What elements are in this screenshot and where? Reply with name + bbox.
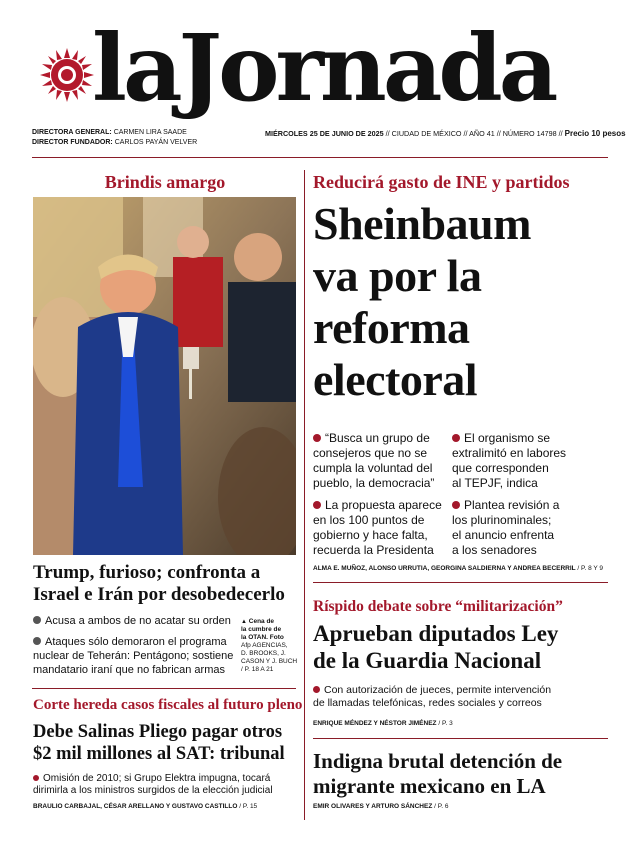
bullet-dot-icon bbox=[313, 501, 321, 509]
main-headline bbox=[313, 198, 531, 406]
credit-line: DIRECTORA GENERAL: CARMEN LIRA SAADE bbox=[32, 129, 187, 136]
headline-line: Sheinbaum bbox=[313, 198, 531, 249]
headline-line: migrante mexicano en LA bbox=[313, 774, 546, 798]
right-rule-1 bbox=[313, 582, 608, 583]
trump-toast-photo bbox=[33, 197, 296, 555]
dateline: MIÉRCOLES 25 DE JUNIO DE 2025 // CIUDAD DE MÉXICO // AÑO 41 // NÚMERO 14798 // Precio 10 pesos bbox=[265, 129, 626, 138]
salinas-byline: BRAULIO CARBAJAL, CÉSAR ARELLANO Y GUSTAVO CASTILLO / P. 15 bbox=[33, 803, 258, 810]
main-byline: ALMA E. MUÑOZ, ALONSO URRUTIA, GEORGINA SALDIERNA Y ANDREA BECERRIL / P. 8 Y 9 bbox=[313, 565, 604, 572]
bullet-dot-icon bbox=[452, 434, 460, 442]
left-headline bbox=[33, 562, 303, 606]
issue-year: AÑO 41 bbox=[469, 129, 495, 138]
left-bullet-2: Ataques sólo demoraron el programa nuclear de Teherán: Pentágono; sostiene mandatario iraní que no fabrican armas bbox=[33, 636, 234, 676]
salinas-kicker: Corte hereda casos fiscales al futuro pleno bbox=[33, 697, 303, 713]
right-rule-2 bbox=[313, 738, 608, 739]
main-kicker: Reducirá gasto de INE y partidos bbox=[313, 172, 570, 192]
salinas-bullet: Omisión de 2010; si Grupo Elektra impugna, tocará dirimirla a los ministros surgidos de la elección judicial bbox=[33, 773, 273, 796]
headline-line: Aprueban diputados Ley bbox=[313, 621, 559, 646]
newspaper-name: laJornada bbox=[92, 14, 555, 122]
photo-caption: ▲ Cena de la cumbre de la OTAN. Foto Afp AGENCIAS, D. BROOKS, J. CASON Y J. BUCH / P. 18 A 21 bbox=[241, 618, 298, 673]
main-bullet-1: “Busca un grupo de consejeros que no se cumpla la voluntad del pueblo, la democracia” bbox=[313, 431, 435, 490]
headline-line: $2 mil millones al SAT: tribunal bbox=[33, 744, 285, 764]
bullet-dot-icon bbox=[33, 637, 41, 645]
bullet-dot-icon bbox=[313, 686, 320, 693]
bullet-dot-icon bbox=[33, 616, 41, 624]
guardia-kicker: Ríspido debate sobre “militarización” bbox=[313, 598, 563, 615]
bullet-dot-icon bbox=[313, 434, 321, 442]
main-bullet-4: Plantea revisión a los plurinominales; el anuncio enfrenta a los senadores bbox=[452, 498, 560, 557]
issue-date: MIÉRCOLES 25 DE JUNIO DE 2025 bbox=[265, 129, 384, 138]
headline-line: Trump, furioso; confronta a bbox=[33, 562, 261, 583]
column-divider bbox=[304, 170, 305, 820]
guardia-bullet: Con autorización de jueces, permite intervención de llamadas telefónicas, redes sociales y correos bbox=[313, 684, 552, 709]
headline-line: de la Guardia Nacional bbox=[313, 648, 542, 673]
left-bullet-1: Acusa a ambos de no acatar su orden bbox=[33, 614, 238, 628]
credit-line: DIRECTOR FUNDADOR: CARLOS PAYÁN VELVER bbox=[32, 139, 198, 146]
headline-line: Israel e Irán por desobedecerlo bbox=[33, 584, 285, 605]
bullet-dot-icon bbox=[452, 501, 460, 509]
headline-line: electoral bbox=[313, 354, 478, 405]
issue-number: NÚMERO 14798 bbox=[502, 129, 557, 138]
salinas-headline bbox=[33, 721, 303, 765]
guardia-byline: ENRIQUE MÉNDEZ Y NÉSTOR JIMÉNEZ / P. 3 bbox=[313, 720, 453, 727]
left-kicker: Brindis amargo bbox=[104, 172, 226, 192]
migrant-byline: EMIR OLIVARES Y ARTURO SÁNCHEZ / P. 6 bbox=[313, 803, 449, 810]
migrant-headline bbox=[313, 749, 613, 799]
main-bullet-3: La propuesta aparece en los 100 puntos de gobierno y hace falta, recuerda la Presidenta bbox=[313, 498, 442, 557]
issue-city: CIUDAD DE MÉXICO bbox=[391, 129, 462, 138]
issue-price: Precio 10 pesos bbox=[564, 129, 626, 138]
bullet-dot-icon bbox=[33, 775, 39, 781]
masthead-rule bbox=[32, 157, 608, 158]
credits bbox=[32, 128, 197, 148]
headline-line: reforma bbox=[313, 302, 470, 353]
headline-line: Indigna brutal detención de bbox=[313, 749, 563, 773]
headline-line: va por la bbox=[313, 250, 482, 301]
sun-logo-icon bbox=[38, 46, 96, 104]
main-bullet-2: El organismo se extralimitó en labores que corresponden al TEPJF, indica bbox=[452, 431, 567, 490]
guardia-headline bbox=[313, 620, 613, 674]
headline-line: Debe Salinas Pliego pagar otros bbox=[33, 722, 283, 742]
left-rule-1 bbox=[32, 688, 296, 689]
